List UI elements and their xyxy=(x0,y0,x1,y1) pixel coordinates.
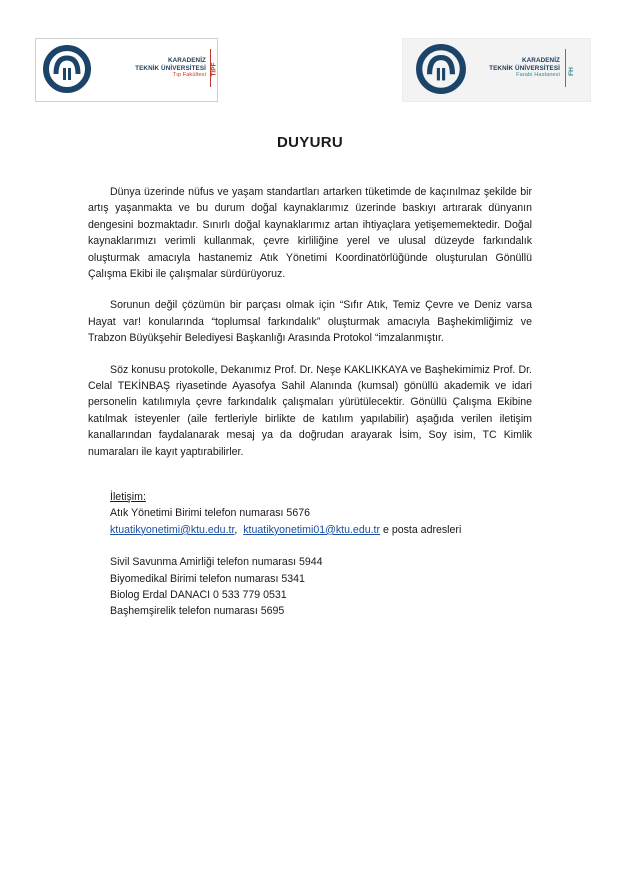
contact-line: Başhemşirelik telefon numarası 5695 xyxy=(110,605,285,618)
email-separator: , xyxy=(234,523,238,536)
faculty-name: Tıp Fakültesi xyxy=(172,72,206,79)
email-link-1[interactable]: ktuatikyonetimi@ktu.edu.tr xyxy=(110,523,235,536)
contact-line: Sivil Savunma Amirliği telefon numarası 5944 xyxy=(110,556,323,569)
university-name-line1: KARADENİZ xyxy=(168,57,206,64)
tip-fakultesi-logo xyxy=(35,38,218,102)
farabi-hastanesi-logo xyxy=(402,38,591,102)
email-suffix: e posta adresleri xyxy=(382,523,462,536)
email-row xyxy=(110,522,540,538)
logo-tag: TIPF xyxy=(210,62,218,77)
university-name-line1: KARADENİZ xyxy=(522,57,560,64)
university-name-line2: TEKNİK ÜNİVERSİTESİ xyxy=(489,64,560,72)
logo-divider xyxy=(565,49,566,87)
paragraph: Söz konusu protokolle, Dekanımız Prof. Dr. Neşe KAKLIKKAYA ve Başhekimimiz Prof. Dr. Celal TEKİNBAŞ riyasetinde Ayasofya Sahil Alanında (kumsal) gönüllü akademik ve idari personelin katılımıyla çevre farkındalık çalışmaları yürütülecektir. Gönüllü Çalışma Ekibine katılmak isteyenler (aile fertleriyle birlikte de katılım yapılabilir) aşağıda verilen iletişim kanallarından faydalanarak mesaj ya da doğrudan arayarak İsim, Soy isim, TC Kimlik numaraları ile kayıt yaptırabilirler. xyxy=(88,363,532,458)
ktu-emblem-icon xyxy=(415,43,467,95)
contact-line: Biolog Erdal DANACI 0 533 779 0531 xyxy=(110,589,287,602)
page-title: DUYURU xyxy=(277,134,343,151)
logo-tag: FH xyxy=(567,67,575,76)
paragraph: Sorunun değil çözümün bir parçası olmak için “Sıfır Atık, Temiz Çevre ve Deniz varsa Hayat var! konularında “toplumsal farkındalık” oluşturmak amacıyla Başhekimliğimiz ve Trabzon Büyükşehir Belediyesi Başkanlığı Arasında Protokol “imzalanmıştır. xyxy=(88,299,532,345)
university-name xyxy=(463,57,560,80)
hospital-name: Farabi Hastanesi xyxy=(516,72,560,79)
contact-section xyxy=(110,489,540,620)
atik-phone: Atık Yönetimi Birimi telefon numarası 5676 xyxy=(110,507,311,520)
contact-heading: İletişim: xyxy=(110,491,146,503)
announcement-body xyxy=(88,184,532,475)
contact-line: Biyomedikal Birimi telefon numarası 5341 xyxy=(110,572,305,585)
ktu-emblem-icon xyxy=(42,44,92,94)
paragraph: Dünya üzerinde nüfus ve yaşam standartları artarken tüketimde de kaçınılmaz şekilde bir artış yaşanmakta ve bu durum doğal kaynaklarımız üzerinde baskıyı artırarak dünyanın dengesini bozmaktadır. Sınırlı doğal kaynaklarımız artan ihtiyaçlara yetişememektedir. Doğal kaynaklarımızı verimli kullanmak, çevre kirliliğine yerel ve ulusal düzeyde farkındalık oluşturmak amacıyla hastanemiz Atık Yönetimi Koordinatörlüğünde oluşturulan Gönüllü Çalışma Ekibi ile çalışmalar sürdürüyoruz. xyxy=(88,186,532,281)
university-name-line2: TEKNİK ÜNİVERSİTESİ xyxy=(135,64,206,72)
university-name xyxy=(96,57,206,80)
email-link-2[interactable]: ktuatikyonetimi01@ktu.edu.tr xyxy=(243,523,381,536)
